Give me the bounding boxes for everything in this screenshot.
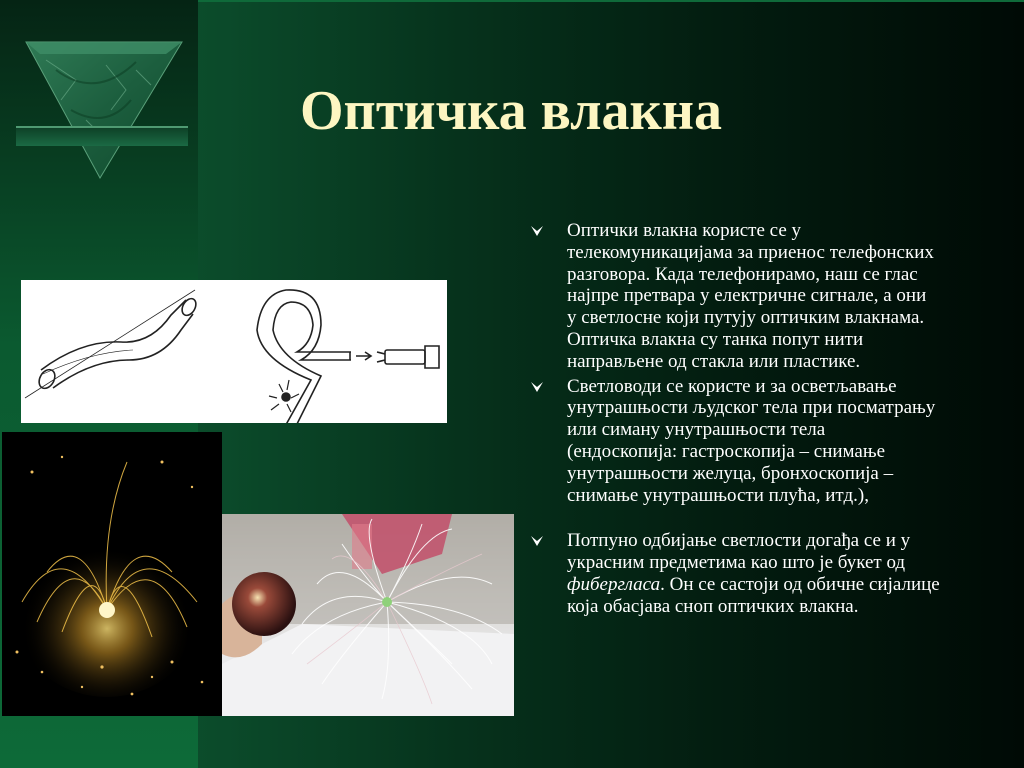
green-marble-triangle-logo: [16, 40, 190, 180]
fiber-fountain-photo: [2, 432, 222, 716]
bullet-text: Потпуно одбијање светлости догађа се и у украсним предметима као што је букет од: [567, 530, 911, 574]
slide-body-text: [530, 220, 940, 618]
bullet-item: [530, 220, 940, 373]
bullet-item: [530, 530, 940, 617]
checkmark-arrow-icon: [530, 534, 544, 548]
slide-title: Оптичка влакна: [300, 80, 723, 142]
bullet-text: користе се у телекомуникацијама за приенос телефонских разговора. Када телефонирамо, наш се глас најпре претвара у електричне сигнале, а они у светлосне који путују оптичким влакнама. Оптичка влакна су танка попут нити направљене од стакла или пластике.: [567, 220, 934, 372]
bullet-text: Светловоди се користе и за осветљавање унутрашњости људског тела при посматрању или симану унутрашњости тела (ендоскопија: гастроскопија – снимање унутрашњости желуца, бронхоскопија – снимање унутрашњости плућа, итд.),: [567, 375, 936, 506]
fiberglass-bouquet-photo: [222, 514, 514, 716]
bullet-italic-text: фибергласа: [567, 573, 661, 595]
fiber-sketch-image: [21, 280, 447, 423]
checkmark-arrow-icon: [530, 224, 544, 238]
bullet-item: [530, 376, 940, 507]
checkmark-arrow-icon: [530, 380, 544, 394]
bullet-text: . Он се састоји од обичне сијалице која обасјава сноп оптичких влакна.: [567, 573, 940, 617]
top-edge-line: [198, 0, 1024, 2]
bullet-lead-text: Оптички влакна: [567, 220, 698, 241]
